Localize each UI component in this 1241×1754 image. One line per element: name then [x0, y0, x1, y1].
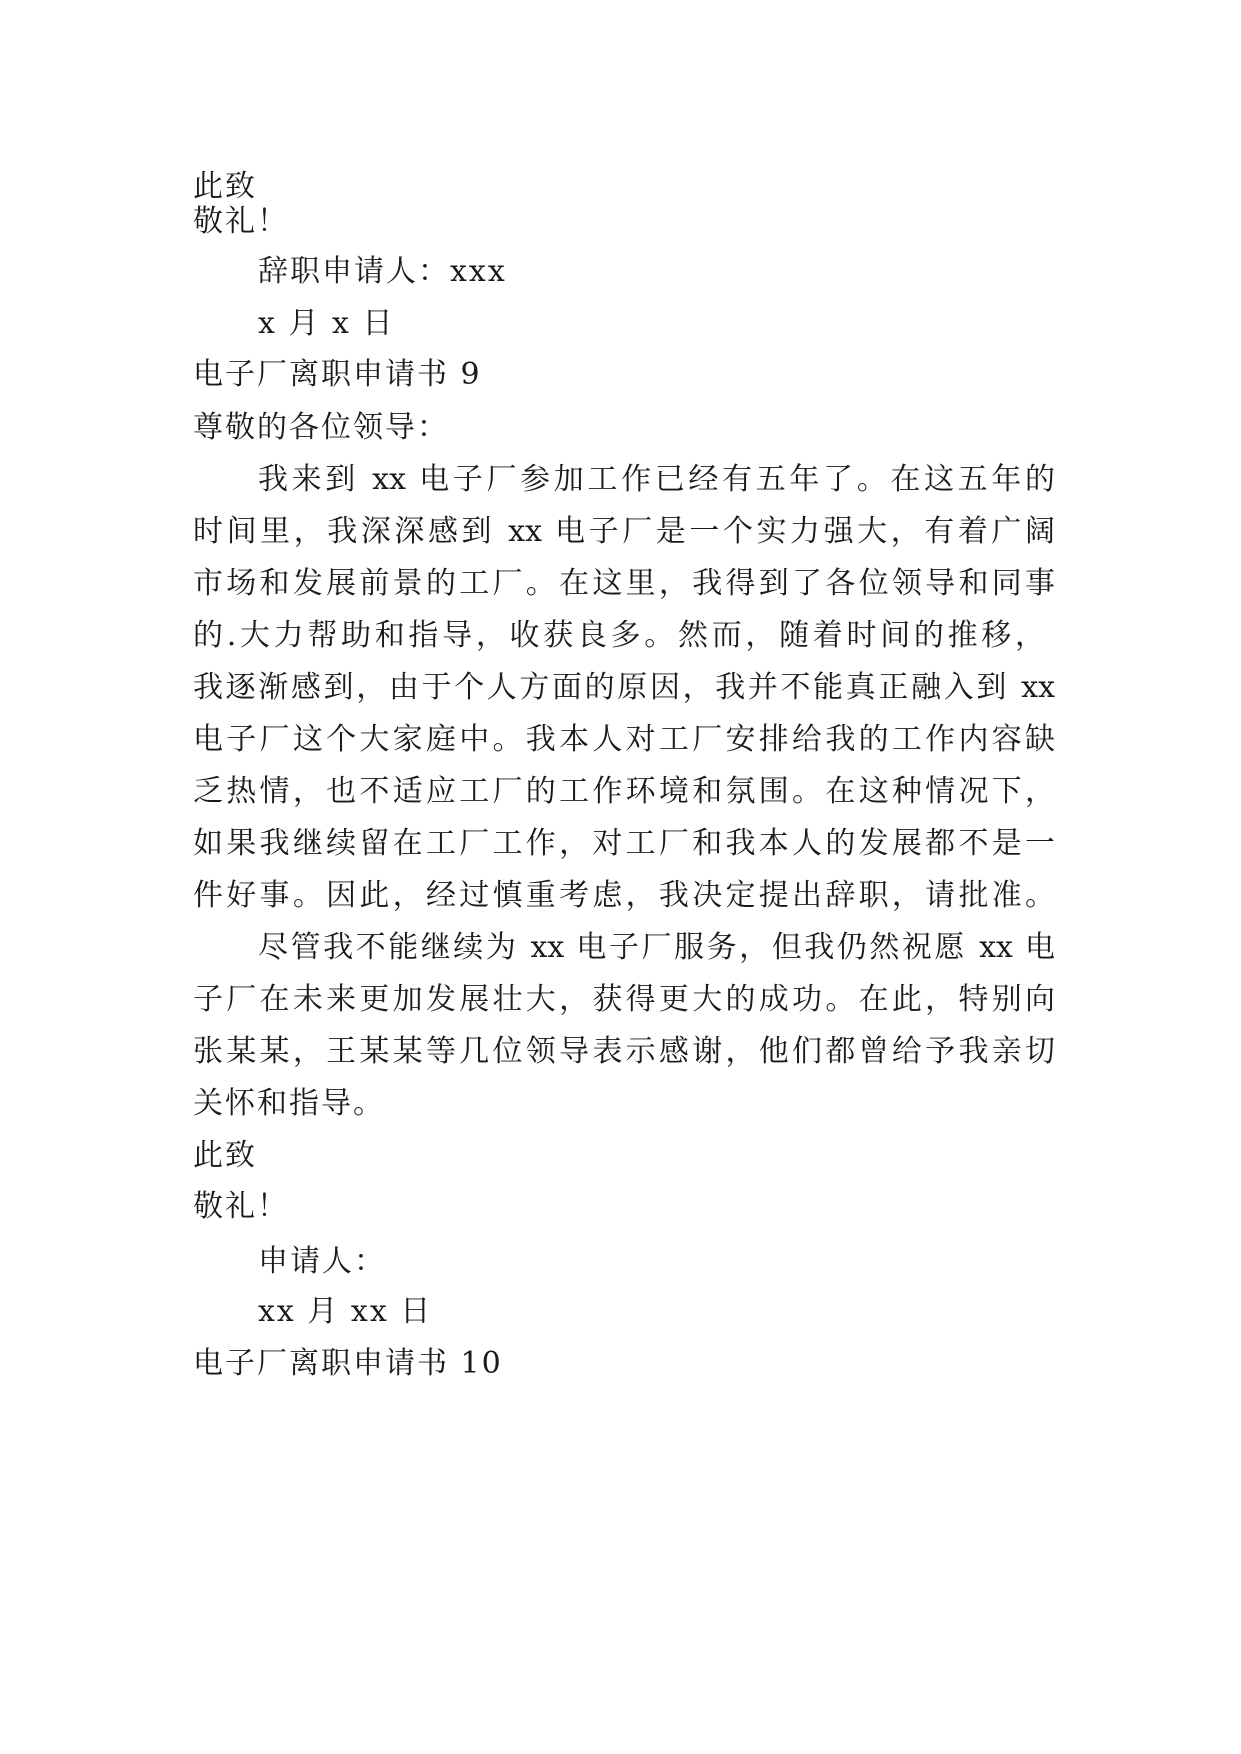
greeting-line: 尊敬的各位领导：: [193, 410, 449, 445]
body-line: 时间里，我深深感到 xx 电子厂是一个实力强大，有着广阔: [193, 514, 1055, 549]
body-line: 我来到 xx 电子厂参加工作已经有五年了。在这五年的: [258, 462, 1055, 497]
body-line: 的.大力帮助和指导，收获良多。然而，随着时间的推移，: [193, 618, 1045, 653]
signature-line: 申请人：: [258, 1244, 386, 1279]
closing-salutation: 此致: [193, 1138, 257, 1173]
section-title: 电子厂离职申请书 10: [193, 1346, 503, 1381]
closing-respect: 敬礼！: [193, 1189, 289, 1224]
section-title: 电子厂离职申请书 9: [193, 357, 482, 392]
body-line: 件好事。因此，经过慎重考虑，我决定提出辞职，请批准。: [193, 878, 1055, 913]
body-line: 尽管我不能继续为 xx 电子厂服务，但我仍然祝愿 xx 电: [258, 930, 1055, 965]
body-line: 如果我继续留在工厂工作，对工厂和我本人的发展都不是一: [193, 826, 1055, 861]
closing-respect: 敬礼！: [193, 204, 289, 239]
body-line: 乏热情，也不适应工厂的工作环境和氛围。在这种情况下，: [193, 774, 1055, 809]
body-line: 电子厂这个大家庭中。我本人对工厂安排给我的工作内容缺: [193, 722, 1055, 757]
closing-salutation: 此致: [193, 169, 257, 204]
body-line: 市场和发展前景的工厂。在这里，我得到了各位领导和同事: [193, 566, 1055, 601]
date-line: x 月 x 日: [258, 306, 395, 341]
body-line: 我逐渐感到，由于个人方面的原因，我并不能真正融入到 xx: [193, 670, 1055, 705]
body-line: 关怀和指导。: [193, 1086, 385, 1121]
body-line: 张某某，王某某等几位领导表示感谢，他们都曾给予我亲切: [193, 1034, 1055, 1069]
body-line: 子厂在未来更加发展壮大，获得更大的成功。在此，特别向: [193, 982, 1055, 1017]
date-line: xx 月 xx 日: [258, 1294, 433, 1329]
signature-line: 辞职申请人：xxx: [258, 254, 507, 289]
